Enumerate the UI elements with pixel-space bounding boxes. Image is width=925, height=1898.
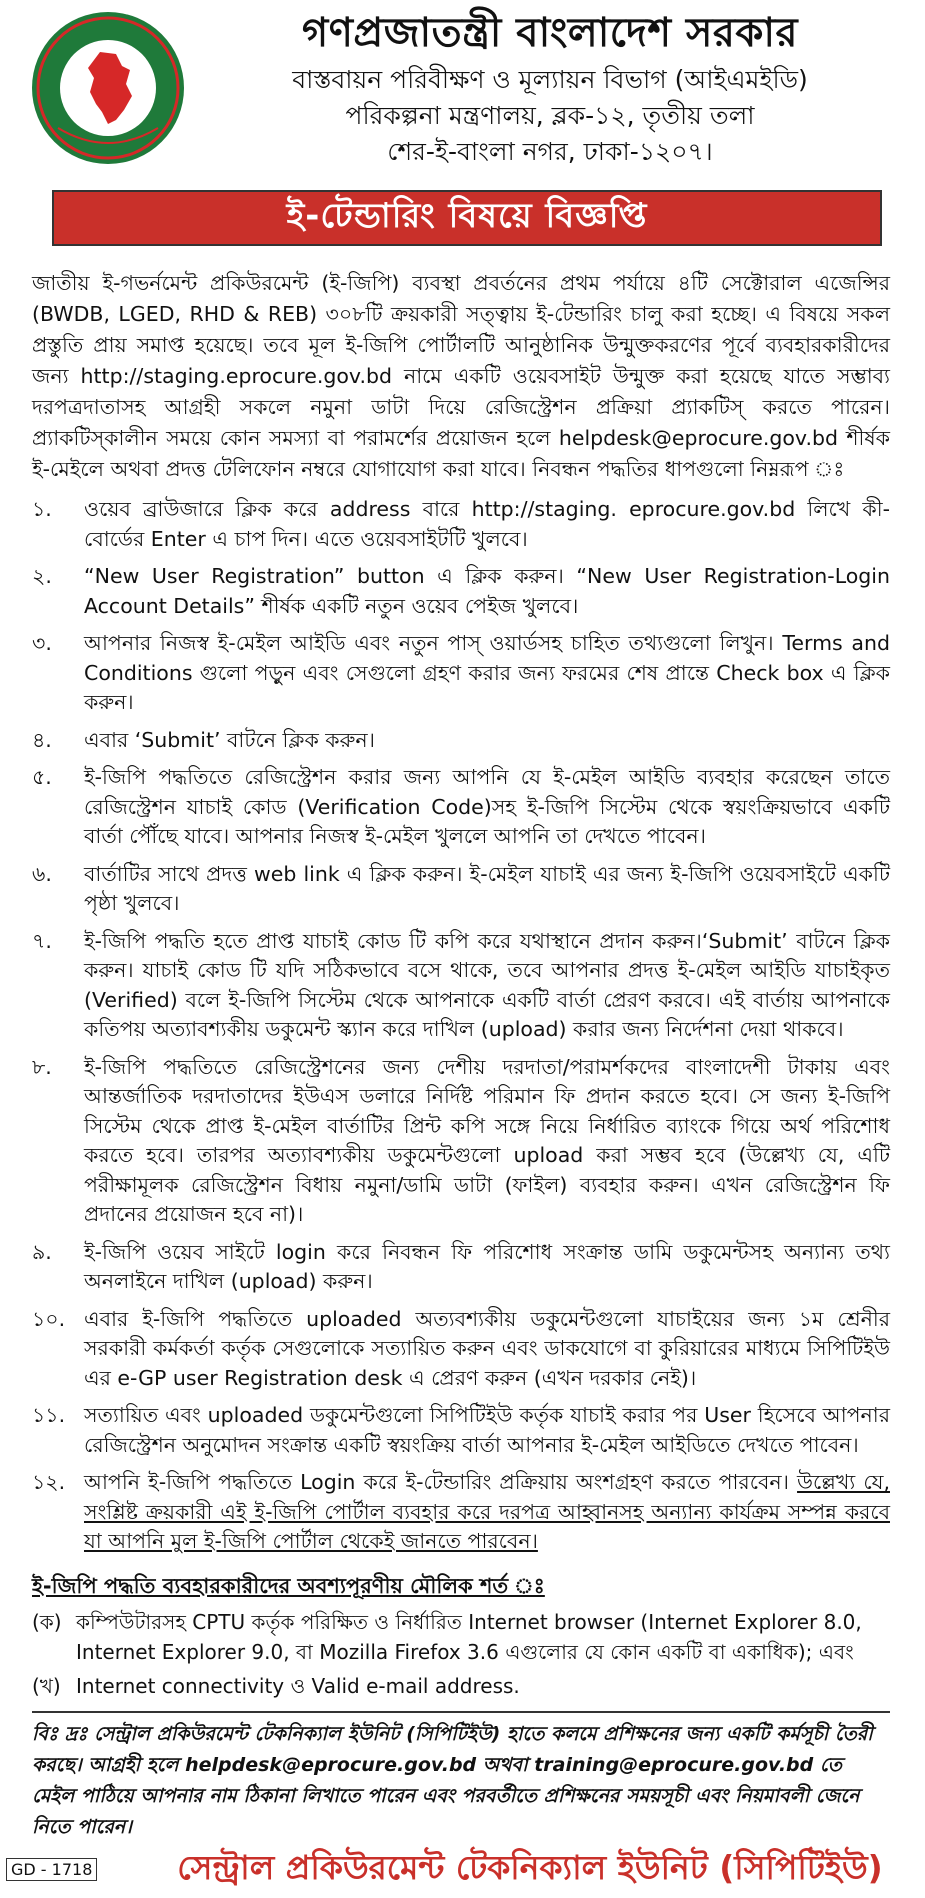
step-text: এবার ই-জিপি পদ্ধতিতে uploaded অত্যবশ্যকীয় ডকুমেন্টগুলো যাচাইয়ের জন্য ১ম শ্রেনীর সরকারী কর্মকর্তা কর্তৃক সেগুলোকে সত্যায়িত করুন এবং ডাকযোগে বা কুরিয়ারের মাধ্যমে সিপিটিইউ এর e-GP user Registration desk এ প্রেরণ করুন (এখন দরকার নেই)।: [84, 1306, 890, 1390]
list-item: [32, 495, 890, 554]
list-item: [32, 860, 890, 919]
condition-number: (ক): [32, 1609, 62, 1634]
condition-text: Internet connectivity ও Valid e-mail address.: [76, 1673, 520, 1698]
step-number: ৪.: [32, 727, 52, 752]
step-number: ৯.: [32, 1239, 52, 1264]
conditions-title: ই-জিপি পদ্ধতি ব্যবহারকারীদের অবশ্যপূরণীয় মৌলিক শর্ত ঃ: [32, 1573, 545, 1598]
division-name: বাস্তবায়ন পরিবীক্ষণ ও মূল্যায়ন বিভাগ (আইএমইডি): [292, 65, 808, 94]
header-text: [200, 4, 900, 170]
step-text: এবার ‘Submit’ বাটনে ক্লিক করুন।: [84, 727, 375, 752]
issuing-unit: সেন্ট্রাল প্রকিউরমেন্ট টেকনিক্যাল ইউনিট (সিপিটিইউ): [177, 1848, 883, 1887]
list-item: [32, 763, 890, 852]
step-number: ১২.: [32, 1470, 66, 1494]
list-item: [32, 562, 890, 621]
list-item: [32, 1305, 890, 1394]
step-number: ১১.: [32, 1403, 66, 1427]
list-item: [32, 1401, 890, 1460]
step-number: ১০.: [32, 1306, 66, 1331]
list-item: [32, 726, 890, 756]
condition-item: [32, 1671, 890, 1701]
step-text: ই-জিপি পদ্ধতিতে রেজিস্ট্রেশনের জন্য দেশীয় দরদাতা/পরামর্শকদের বাংলাদেশী টাকায় এবং আন্তর্জাতিক দরদাতাদের ইউএস ডলারে নির্দিষ্ট পরিমান ফি প্রদান করতে হবে। সে জন্য ই-জিপি সিস্টেম থেকে প্রাপ্ত ই-মেইল বার্তাটির প্রিন্ট কপি সঙ্গে নিয়ে নির্ধারিত ব্যাংকে গিয়ে অর্থ পরিশোধ করতে হবে। তারপর অত্যাবশ্যকীয় ডকুমেন্টগুলো upload করা সম্ভব হবে (উল্লেখ্য যে, এটি পরীক্ষামূলক রেজিস্ট্রেশন বিধায় নমুনা/ডামি ডাটা (ফাইল) ব্যবহার করুন। এখন রেজিস্ট্রেশন ফি প্রদানের প্রয়োজন হবে না)।: [84, 1054, 890, 1226]
gd-code: GD - 1718: [6, 1858, 97, 1881]
list-item: [32, 629, 890, 718]
step-number: ৮.: [32, 1054, 52, 1079]
step-text: ই-জিপি পদ্ধতিতে রেজিস্ট্রেশন করার জন্য আপনি যে ই-মেইল আইডি ব্যবহার করেছেন তাতে রেজিস্ট্রেশন যাচাই কোড (Verification Code)সহ ই-জিপি সিস্টেম থেকে স্বয়ংক্রিয়ভাবে একটি বার্তা পৌঁছে যাবে। আপনার নিজস্ব ই-মেইল খুললে আপনি তা দেখতে পাবেন।: [84, 765, 890, 848]
notice-banner: [52, 190, 882, 246]
list-item: [32, 927, 890, 1045]
city-address: শের-ই-বাংলা নগর, ঢাকা-১২০৭।: [387, 137, 713, 166]
intro-paragraph: জাতীয় ই-গভর্নমেন্ট প্রকিউরমেন্ট (ই-জিপি) ব্যবস্থা প্রবর্তনের প্রথম পর্যায়ে ৪টি সেক্টোরাল এজেন্সির (BWDB, LGED, RHD & REB) ৩০৮টি ক্রয়কারী সত্ত্বায় ই-টেন্ডারিং চালু করা হচ্ছে। এ বিষয়ে সকল প্রস্তুতি প্রায় সমাপ্ত হয়েছে। তবে মূল ই-জিপি পোর্টালটি আনুষ্ঠানিক উন্মুক্তকরণের পূর্বে ব্যবহারকারীদের জন্য http://staging.eprocure.gov.bd নামে একটি ওয়েবসাইট উন্মুক্ত করা হয়েছে যাতে সম্ভাব্য দরপত্রদাতাসহ আগ্রহী সকলে নমুনা ডাটা দিয়ে রেজিস্ট্রেশন প্রক্রিয়া প্র্যাকটিস্‌ করতে পারেন। প্র্যাকটিস্‌কালীন সময়ে কোন সমস্যা বা পরামর্শের প্রয়োজন হলে helpdesk@eprocure.gov.bd শীর্ষক ই-মেইলে অথবা প্রদত্ত টেলিফোন নম্বরে যোগাযোগ করা যাবে। নিবন্ধন পদ্ধতির ধাপগুলো নিম্নরূপ ঃ: [32, 271, 890, 481]
notice-body: [32, 268, 890, 1843]
step-text: ওয়েব ব্রাউজারে ক্লিক করে address বারে http://staging. eprocure.gov.bd লিখে কী-বোর্ডের Enter এ চাপ দিন। এতে ওয়েবসাইটটি খুলবে।: [84, 497, 890, 551]
step-number: ১.: [32, 497, 52, 521]
footer: [0, 1840, 925, 1887]
ministry-address: পরিকল্পনা মন্ত্রণালয়, ব্লক-১২, তৃতীয় তলা: [345, 101, 755, 130]
step-text: ই-জিপি ওয়েব সাইটে login করে নিবন্ধন ফি পরিশোধ সংক্রান্ত ডামি ডকুমেন্টসহ অন্যান্য তথ্য অনলাইনে দাখিল (upload) করুন।: [84, 1239, 890, 1293]
notice-title: ই-টেন্ডারিং বিষয়ে বিজ্ঞপ্তি: [286, 195, 648, 236]
step-text: সত্যায়িত এবং uploaded ডকুমেন্টগুলো সিপিটিইউ কর্তৃক যাচাই করার পর User হিসেবে আপনার রেজিস্ট্রেশন অনুমোদন সংক্রান্ত একটি স্বয়ংক্রিয় বার্তা আপনার ই-মেইল আইডিতে দেখতে পাবেন।: [84, 1403, 890, 1457]
note-lead: বিঃ দ্রঃ: [32, 1722, 88, 1745]
step-text: “New User Registration” button এ ক্লিক করুন। “New User Registration-Login Account Details” শীর্ষক একটি নতুন ওয়েব পেইজ খুলবে।: [84, 564, 890, 618]
seal-emblem-icon: [28, 8, 188, 168]
condition-number: (খ): [32, 1673, 61, 1698]
step-number: ৩.: [32, 631, 52, 655]
training-note: [32, 1711, 890, 1843]
step-text: আপনার নিজস্ব ই-মেইল আইডি এবং নতুন পাস্‌ ওয়ার্ডসহ চাহিত তথ্যগুলো লিখুন। Terms and Conditions গুলো পড়ুন এবং সেগুলো গ্রহণ করার জন্য ফরমের শেষ প্রান্তে Check box এ ক্লিক করুন।: [84, 631, 890, 714]
step-text: আপনি ই-জিপি পদ্ধতিতে Login করে ই-টেন্ডারিং প্রক্রিয়ায় অংশগ্রহণ করতে পারবেন।: [84, 1470, 789, 1494]
note-text: সেন্ট্রাল প্রকিউরমেন্ট টেকনিক্যাল ইউনিট (সিপিটিইউ) হাতে কলমে প্রশিক্ষনের জন্য একটি কর্মসূচী তৈরী করছে। আগ্রহী হলে helpdesk@eprocure.gov.bd অথবা training@eprocure.gov.bd তে মেইল পাঠিয়ে আপনার নাম ঠিকানা লিখাতে পারেন এবং পরবর্তীতে প্রশিক্ষনের সময়সূচী এবং নিয়মাবলী জেনে নিতে পারেন।: [32, 1722, 873, 1838]
condition-text: কম্পিউটারসহ CPTU কর্তৃক পরিক্ষিত ও নির্ধারিত Internet browser (Internet Explorer 8.0, Internet Explorer 9.0, বা Mozilla Firefox 3.6 এগুলোর যে কোন একটি বা একাধিক); এবং: [76, 1609, 862, 1664]
step-number: ৬.: [32, 861, 52, 886]
step-remark-underlined: উল্লেখ্য যে, সংশ্লিষ্ট ক্রয়কারী এই ই-জিপি পোর্টাল ব্যবহার করে দরপত্র আহ্বানসহ অন্যান্য কার্যক্রম সম্পন্ন করবে যা আপনি মুল ই-জিপি পোর্টাল থেকেই জানতে পারবেন।: [84, 1470, 890, 1553]
header: [20, 0, 905, 185]
condition-item: [32, 1607, 890, 1667]
step-text-wrapper: [84, 1468, 890, 1557]
steps-list: [32, 495, 890, 1557]
government-seal: [28, 8, 188, 168]
list-item: [32, 1053, 890, 1230]
step-number: ২.: [32, 564, 52, 588]
government-title: গণপ্রজাতন্ত্রী বাংলাদেশ সরকার: [302, 10, 798, 56]
step-text: বার্তাটির সাথে প্রদত্ত web link এ ক্লিক করুন। ই-মেইল যাচাই এর জন্য ই-জিপি ওয়েবসাইটে একটি পৃষ্ঠা খুলবে।: [84, 861, 890, 915]
list-item: [32, 1468, 890, 1557]
step-number: ৫.: [32, 765, 52, 789]
step-number: ৭.: [32, 928, 52, 953]
list-item: [32, 1238, 890, 1297]
step-text: ই-জিপি পদ্ধতি হতে প্রাপ্ত যাচাই কোড টি কপি করে যথাস্থানে প্রদান করুন।‘Submit’ বাটনে ক্লিক করুন। যাচাই কোড টি যদি সঠিকভাবে বসে থাকে, তবে আপনার প্রদত্ত ই-মেইল আইডি যাচাইকৃত (Verified) বলে ই-জিপি সিস্টেম থেকে আপনাকে একটি বার্তা প্রেরণ করবে। এই বার্তায় আপনাকে কতিপয় অত্যাবশ্যকীয় ডকুমেন্ট স্ক্যান করে দাখিল (upload) করার জন্য নির্দেশনা দেয়া থাকবে।: [84, 928, 890, 1041]
